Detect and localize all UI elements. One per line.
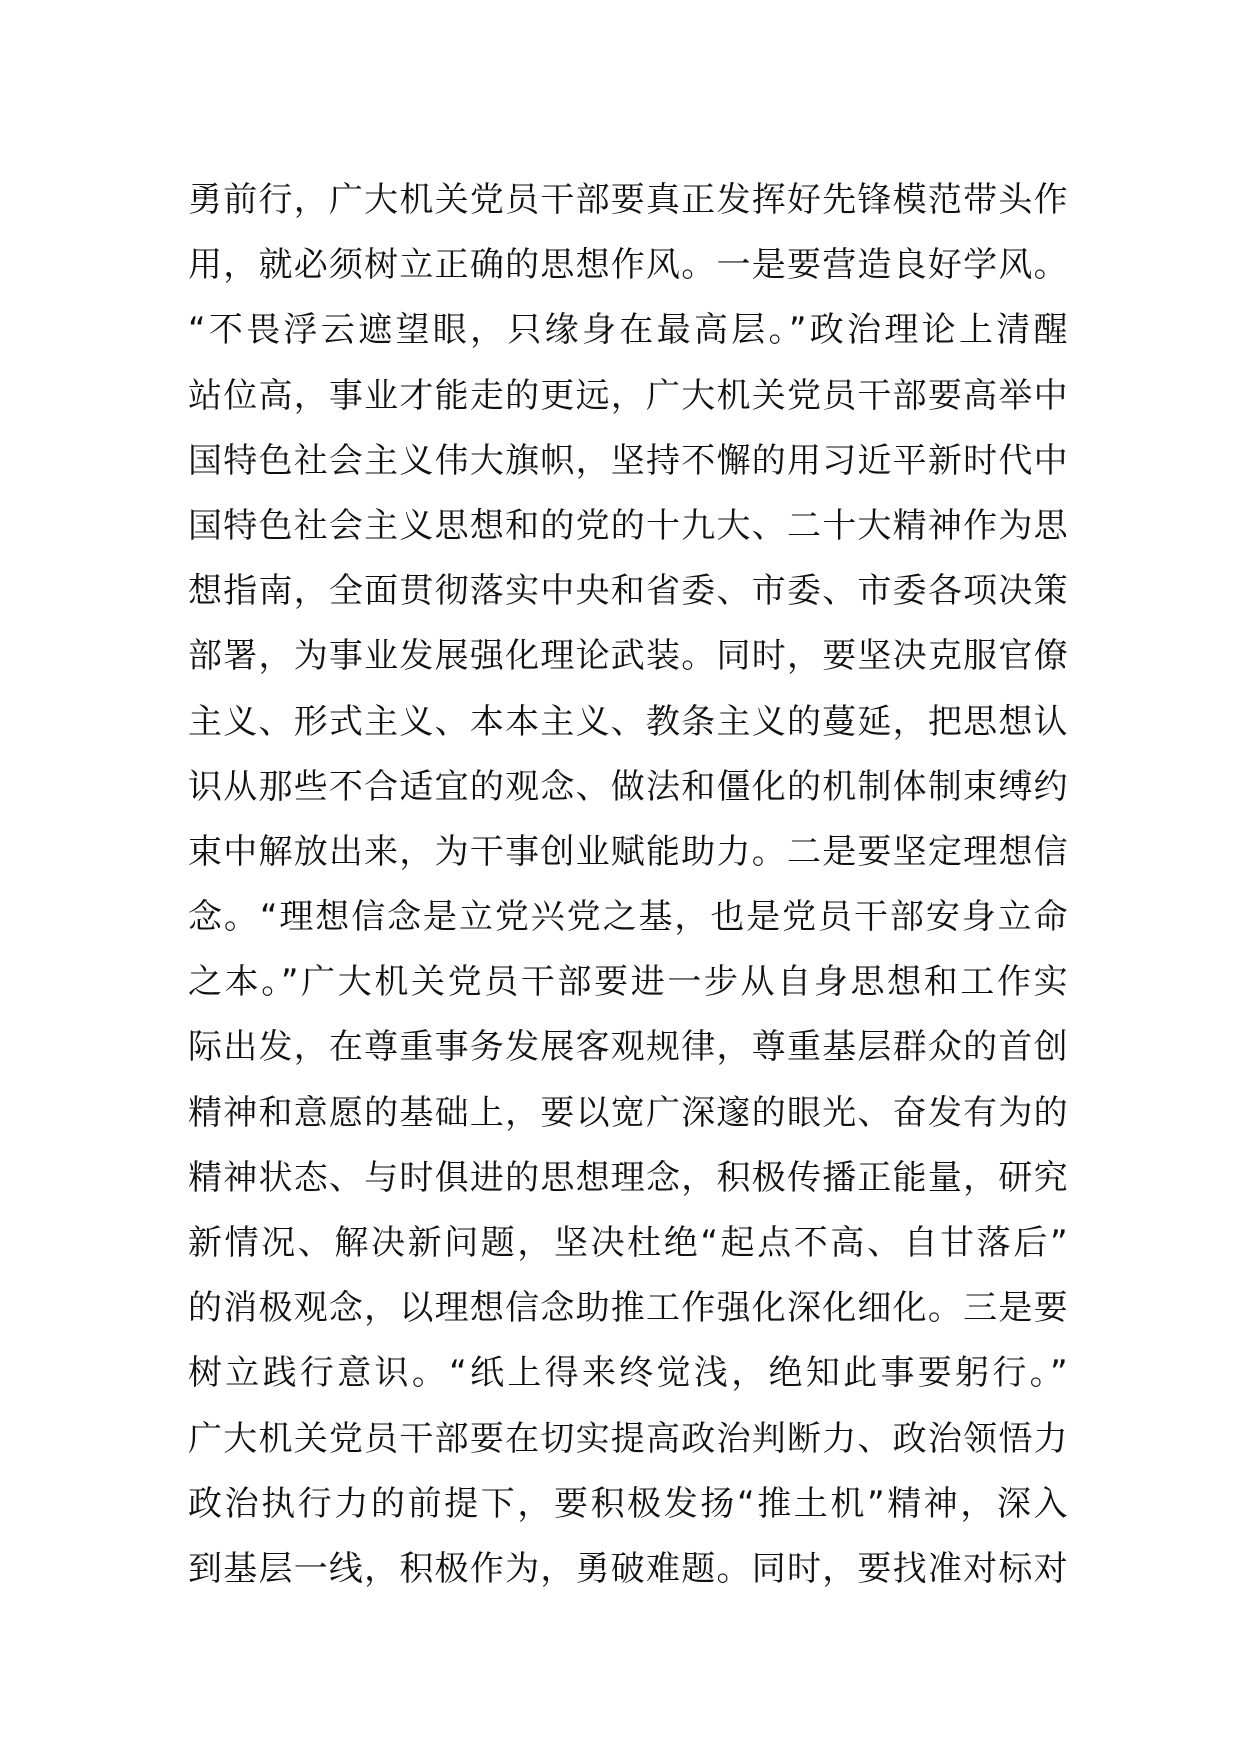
text-line: 之本。”广大机关党员干部要进一步从自身思想和工作实 — [188, 962, 1068, 1003]
text-line: 国特色社会主义伟大旗帜，坚持不懈的用习近平新时代中 — [188, 440, 1068, 481]
text-line: 广大机关党员干部要在切实提高政治判断力、政治领悟力 — [188, 1418, 1068, 1459]
text-line: 部署，为事业发展强化理论武装。同时，要坚决克服官僚 — [188, 636, 1068, 677]
text-line: 念。“理想信念是立党兴党之基，也是党员干部安身立命 — [188, 897, 1068, 938]
text-line: 的消极观念，以理想信念助推工作强化深化细化。三是要 — [188, 1288, 1068, 1329]
text-line: 政治执行力的前提下，要积极发扬“推土机”精神，深入 — [188, 1483, 1068, 1524]
text-line: 束中解放出来，为干事创业赋能助力。二是要坚定理想信 — [188, 831, 1068, 872]
text-line: 想指南，全面贯彻落实中央和省委、市委、市委各项决策 — [188, 571, 1068, 612]
text-line: 精神状态、与时俱进的思想理念，积极传播正能量，研究 — [188, 1157, 1068, 1198]
text-line: 用，就必须树立正确的思想作风。一是要营造良好学风。 — [188, 245, 1068, 286]
text-line: 主义、形式主义、本本主义、教条主义的蔓延，把思想认 — [188, 701, 1068, 742]
text-line: 识从那些不合适宜的观念、做法和僵化的机制体制束缚约 — [188, 766, 1068, 807]
text-line: 新情况、解决新问题，坚决杜绝“起点不高、自甘落后” — [188, 1223, 1068, 1263]
body-text — [188, 168, 1068, 1602]
text-line: 勇前行，广大机关党员干部要真正发挥好先锋模范带头作 — [188, 180, 1068, 220]
text-line: 精神和意愿的基础上，要以宽广深邃的眼光、奋发有为的 — [188, 1092, 1068, 1133]
text-line: 树立践行意识。“纸上得来终觉浅，绝知此事要躬行。” — [188, 1353, 1068, 1394]
text-line: “不畏浮云遮望眼，只缘身在最高层。”政治理论上清醒 — [188, 310, 1068, 351]
text-line: 站位高，事业才能走的更远，广大机关党员干部要高举中 — [188, 375, 1068, 416]
text-line: 到基层一线，积极作为，勇破难题。同时，要找准对标对 — [188, 1548, 1068, 1589]
text-line: 国特色社会主义思想和的党的十九大、二十大精神作为思 — [188, 505, 1068, 546]
text-line: 际出发，在尊重事务发展客观规律，尊重基层群众的首创 — [188, 1027, 1068, 1068]
